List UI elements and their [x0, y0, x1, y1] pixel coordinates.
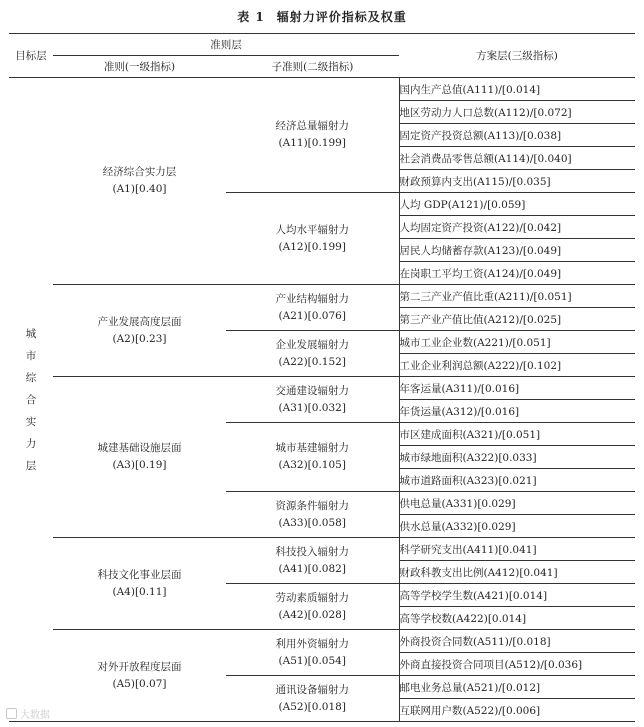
level2-code: (A33)[0.058]	[278, 516, 346, 529]
watermark-logo-icon	[6, 708, 17, 719]
level1-cell	[53, 285, 226, 377]
level3-cell: 科学研究支出(A411)[0.041]	[399, 538, 635, 561]
level2-cell	[226, 193, 399, 285]
level2-cell	[226, 423, 399, 492]
table-number: 表 1	[237, 10, 265, 24]
level2-code: (A22)[0.152]	[278, 355, 346, 368]
level2-code: (A52)[0.018]	[278, 700, 346, 713]
level2-label: 资源条件辐射力	[275, 499, 349, 512]
level2-label: 经济总量辐射力	[275, 120, 349, 132]
level3-cell: 供水总量(A332)[0.029]	[399, 515, 635, 538]
level3-cell: 年客运量(A311)/[0.016]	[399, 377, 635, 400]
level2-cell	[226, 377, 399, 423]
level2-label: 科技投入辐射力	[275, 545, 349, 558]
goal-cell	[9, 78, 53, 722]
level1-code: (A4)[0.11]	[112, 585, 167, 598]
level1-code: (A2)[0.23]	[112, 332, 167, 345]
level2-cell	[226, 78, 399, 193]
level1-cell	[53, 78, 226, 285]
level1-cell	[53, 377, 226, 538]
level3-cell: 地区劳动力人口总数(A112)/[0.072]	[399, 101, 635, 124]
level3-cell: 财政预算内支出(A115)/[0.035]	[399, 170, 635, 193]
level2-label: 交通建设辐射力	[275, 384, 349, 397]
level3-cell: 互联网用户数(A522)/[0.006]	[399, 699, 635, 722]
header-criterion-layer: 准则层	[53, 34, 399, 56]
level1-code: (A5)[0.07]	[112, 677, 167, 690]
level2-cell	[226, 630, 399, 676]
level1-label: 城建基础设施层面	[97, 442, 182, 454]
level2-cell	[226, 331, 399, 377]
header-goal-layer: 目标层	[9, 34, 53, 78]
goal-label: 城市综合实力层	[25, 327, 37, 472]
level2-label: 通讯设备辐射力	[275, 683, 349, 696]
level2-label: 利用外资辐射力	[275, 637, 349, 650]
level3-cell: 工业企业利润总额(A222)/[0.102]	[399, 354, 635, 377]
level2-cell	[226, 584, 399, 630]
level3-cell: 城市工业企业数(A221)/[0.051]	[399, 331, 635, 354]
level3-cell: 高等学校数(A422)[0.014]	[399, 607, 635, 630]
table-title: 辐射力评价指标及权重	[276, 10, 407, 24]
level3-cell: 第二三产业产值比重(A211)/[0.051]	[399, 285, 635, 308]
level3-cell: 人均 GDP(A121)/[0.059]	[399, 193, 635, 216]
level2-label: 企业发展辐射力	[275, 338, 349, 351]
level2-label: 城市基建辐射力	[275, 442, 349, 454]
level1-code: (A3)[0.19]	[112, 459, 167, 471]
level3-cell: 财政科教支出比例(A412)[0.041]	[399, 561, 635, 584]
level2-label: 人均水平辐射力	[275, 223, 349, 236]
level2-cell	[226, 538, 399, 584]
level1-label: 对外开放程度层面	[97, 660, 182, 673]
level2-code: (A51)[0.054]	[278, 654, 346, 667]
level3-cell: 高等学校学生数(A421)[0.014]	[399, 584, 635, 607]
level3-cell: 城市道路面积(A323)[0.021]	[399, 469, 635, 492]
level1-label: 科技文化事业层面	[97, 568, 182, 581]
level2-cell	[226, 676, 399, 722]
level3-cell: 居民人均储蓄存款(A123)/[0.049]	[399, 239, 635, 262]
level2-code: (A21)[0.076]	[278, 309, 346, 322]
level2-code: (A12)[0.199]	[278, 240, 346, 253]
indicator-table	[9, 33, 635, 722]
level3-cell: 社会消费品零售总额(A114)/[0.040]	[399, 147, 635, 170]
level3-cell: 年货运量(A312)/[0.016]	[399, 400, 635, 423]
level2-code: (A11)[0.199]	[278, 137, 346, 149]
level1-code: (A1)[0.40]	[112, 183, 167, 195]
level3-cell: 第三产业产值比值(A212)/[0.025]	[399, 308, 635, 331]
level1-cell	[53, 630, 226, 722]
level2-label: 产业结构辐射力	[275, 292, 349, 305]
level2-cell	[226, 492, 399, 538]
level3-cell: 邮电业务总量(A521)/[0.012]	[399, 676, 635, 699]
header-scheme-layer: 方案层(三级指标)	[399, 34, 635, 78]
level2-label: 劳动素质辐射力	[275, 591, 349, 604]
level3-cell: 外商直接投资合同项目(A512)/[0.036]	[399, 653, 635, 676]
level2-code: (A32)[0.105]	[278, 459, 346, 471]
level3-cell: 城市绿地面积(A322)[0.033]	[399, 446, 635, 469]
table-caption	[0, 8, 644, 25]
level1-cell	[53, 538, 226, 630]
level3-cell: 市区建成面积(A321)/[0.051]	[399, 423, 635, 446]
level1-label: 产业发展高度层面	[97, 315, 182, 328]
level3-cell: 在岗职工平均工资(A124)/[0.049]	[399, 262, 635, 285]
watermark	[6, 706, 50, 721]
header-level2: 子准则(二级指标)	[226, 56, 399, 78]
watermark-text: 大数据	[20, 710, 50, 721]
level3-cell: 外商投资合同数(A511)/[0.018]	[399, 630, 635, 653]
level2-code: (A31)[0.032]	[278, 401, 346, 414]
level1-label: 经济综合实力层	[102, 166, 177, 178]
level2-code: (A42)[0.028]	[278, 608, 346, 621]
level3-cell: 人均固定资产投资(A122)/[0.042]	[399, 216, 635, 239]
level3-cell: 供电总量(A331)[0.029]	[399, 492, 635, 515]
level2-code: (A41)[0.082]	[278, 562, 346, 575]
header-level1: 准则(一级指标)	[53, 56, 226, 78]
level3-cell: 国内生产总值(A111)/[0.014]	[399, 78, 635, 101]
level3-cell: 固定资产投资总额(A113)/[0.038]	[399, 124, 635, 147]
level2-cell	[226, 285, 399, 331]
